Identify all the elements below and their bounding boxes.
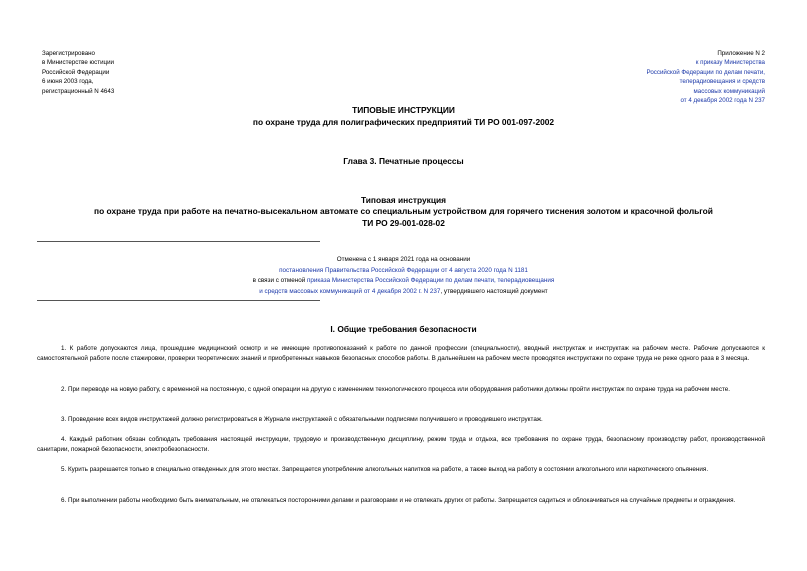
- divider-bottom: [37, 300, 320, 301]
- ministry-order-link-cont[interactable]: и средств массовых коммуникаций от 4 декабря 2002 г. N 237: [259, 287, 441, 295]
- instruction-title: [0, 195, 807, 229]
- registration-line: Российской Федерации: [42, 68, 110, 76]
- cancellation-note: [0, 255, 807, 297]
- annex-block: [646, 49, 765, 105]
- paragraph-5: 5. Курить разрешается только в специально отведенных для этого местах. Запрещается употребление алкогольных напитков на работе, а также выход на работу в состоянии алкогольного или наркотического опьянения.: [61, 466, 709, 473]
- annex-order-link[interactable]: массовых коммуникаций: [693, 87, 765, 95]
- registration-line: в Министерстве юстиции: [42, 59, 115, 67]
- cancellation-line-4: [0, 287, 807, 298]
- cancellation-line-1: Отменена с 1 января 2021 года на основании: [336, 256, 471, 263]
- section-title: I. Общие требования безопасности: [330, 324, 477, 334]
- paragraph-3: 3. Проведение всех видов инструктажей должно регистрироваться в Журнале инструктажей с обязательными подписями получившего и проводившего инструктаж.: [61, 416, 543, 423]
- instruction-line-1: Типовая инструкция: [360, 195, 447, 205]
- annex-order-link[interactable]: телерадиовещания и средств: [679, 78, 765, 86]
- registration-block: [42, 49, 114, 96]
- registration-line: Зарегистрировано: [42, 50, 95, 57]
- divider-top: [37, 241, 320, 242]
- instruction-line-3: ТИ РО 29-001-028-02: [362, 217, 445, 228]
- cancellation-line-3: [0, 276, 807, 287]
- chapter-title: Глава 3. Печатные процессы: [343, 156, 464, 166]
- annex-order-link[interactable]: Российской Федерации по делам печати,: [646, 68, 765, 76]
- instruction-line-2: по охране труда при работе на печатно-высекальном автомате со специальным устройством для горячего тиснения золотом и красочной фольгой: [94, 206, 713, 217]
- annex-order-link[interactable]: к приказу Министерства: [695, 59, 765, 67]
- registration-line: 6 июня 2003 года,: [42, 78, 94, 86]
- annex-label: Приложение N 2: [717, 50, 765, 57]
- title-line-1: ТИПОВЫЕ ИНСТРУКЦИИ: [352, 105, 455, 115]
- registration-line: регистрационный N 4643: [42, 87, 115, 95]
- government-decree-link[interactable]: постановления Правительства Российской Федерации от 4 августа 2020 года N 1181: [279, 266, 528, 274]
- paragraph-4: 4. Каждый работник обязан соблюдать требования настоящей инструкции, трудовую и производственную дисциплину, режим труда и отдыха, все требования по охране труда, безопасному производству работ, производственной санитарии, пожарной безопасности, электробезопасности.: [37, 436, 765, 454]
- cancellation-prefix: в связи с отменой: [252, 277, 307, 285]
- cancellation-suffix: , утвердившего настоящий документ: [440, 287, 548, 295]
- paragraph-6: 6. При выполнении работы необходимо быть внимательным, не отвлекаться посторонними делами и разговорами и не отвлекать других от работы. Запрещается садиться и облокачиваться на случайные предметы и ограждения.: [61, 497, 736, 504]
- paragraph-2: 2. При переводе на новую работу, с временной на постоянную, с одной операции на другую с изменением технологического процесса или оборудования работники должны пройти инструктаж по охране труда на рабочем месте.: [61, 386, 731, 393]
- document-title: [0, 104, 807, 128]
- paragraph-1: 1. К работе допускаются лица, прошедшие медицинский осмотр и не имеющие противопоказаний к работе по данной профессии (специальности), вводный инструктаж и инструктаж на рабочем месте. Рабочие допускаются к самостоятельной работе после стажировки, проверки теоретических знаний и приобретенных навыков безопасных способов работы. В дальнейшем на рабочем месте проводятся инструктажи по охране труда не реже одного раза в 3 месяца.: [37, 345, 765, 363]
- ministry-order-link[interactable]: приказа Министерства Российской Федерации по делам печати, телерадиовещания: [306, 277, 555, 285]
- annex-order-link[interactable]: от 4 декабря 2002 года N 237: [680, 97, 765, 105]
- title-line-2: по охране труда для полиграфических предприятий ТИ РО 001-097-2002: [252, 117, 555, 127]
